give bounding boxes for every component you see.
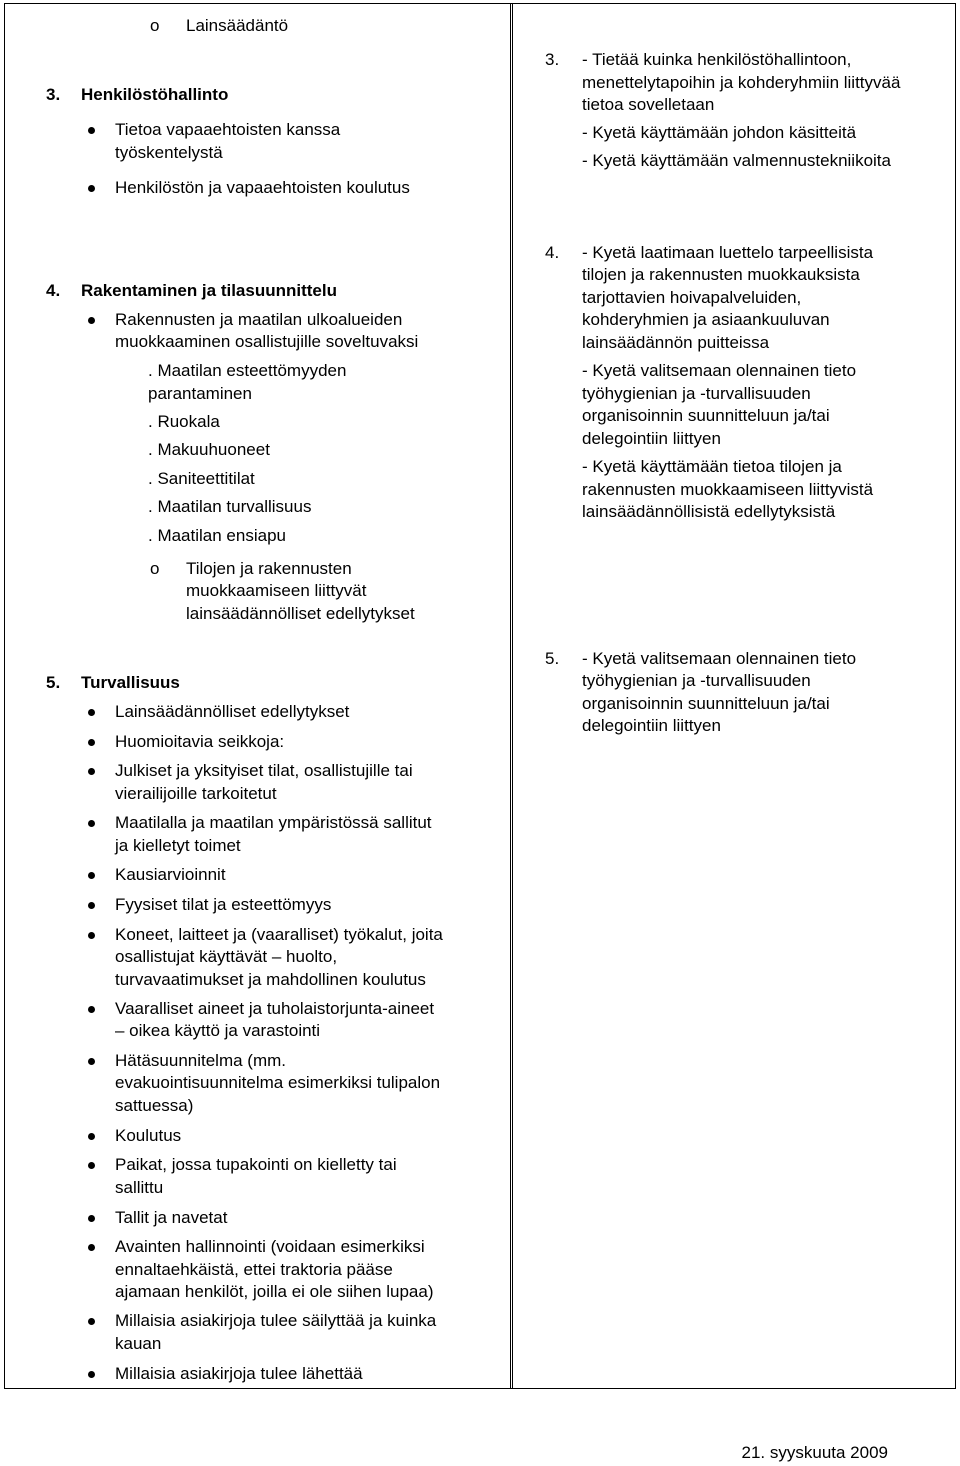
o-marker: o (150, 16, 160, 35)
list-item: Kausiarvioinnit (115, 865, 226, 884)
bullet-icon (88, 820, 95, 827)
list-item: Rakennusten ja maatilan ulkoalueiden (115, 310, 403, 329)
section-number: 4. (545, 243, 560, 262)
text-line: rakennusten muokkaamiseen liittyvistä (582, 480, 874, 499)
footer-date: 21. syyskuuta 2009 (741, 1443, 888, 1462)
bullet-icon (88, 127, 95, 134)
text-line: - Tietää kuinka henkilöstöhallintoon, (582, 50, 852, 69)
list-item: ajamaan henkilöt, joilla ei ole siihen lupaa) (115, 1282, 434, 1301)
text-line: delegointiin liittyen (582, 429, 721, 448)
list-item: Tallit ja navetat (115, 1208, 228, 1227)
list-item: Paikat, jossa tupakointi on kielletty tai (115, 1155, 397, 1174)
section-number: 5. (46, 673, 61, 692)
text-line: - Kyetä valitsemaan olennainen tieto (582, 361, 857, 380)
list-item: vierailijoille tarkoitetut (115, 784, 277, 803)
text-line: delegointiin liittyen (582, 716, 721, 735)
list-item: kauan (115, 1334, 162, 1353)
text-line: organisoinnin suunnitteluun ja/tai (582, 694, 830, 713)
list-item: muokkaamiseen liittyvät (186, 581, 367, 600)
bullet-icon (88, 1318, 95, 1325)
text-line: - Kyetä käyttämään johdon käsitteitä (582, 123, 857, 142)
list-item: Koneet, laitteet ja (vaaralliset) työkalut, joita (115, 925, 443, 944)
list-item: Tilojen ja rakennusten (186, 559, 352, 578)
list-item: Maatilalla ja maatilan ympäristössä sallitut (115, 813, 432, 832)
text-line: lainsäädännön puitteissa (582, 333, 770, 352)
list-item: Henkilöstön ja vapaaehtoisten koulutus (115, 178, 410, 197)
section-heading: Turvallisuus (81, 673, 180, 692)
text-line: menettelytapoihin ja kohderyhmiin liittyvää (582, 73, 901, 92)
section-number: 4. (46, 281, 61, 300)
bullet-icon (88, 768, 95, 775)
list-item: Lainsäädäntö (186, 16, 289, 35)
sub-item: . Maatilan ensiapu (148, 526, 286, 545)
section-number: 3. (545, 50, 560, 69)
text-line: organisoinnin suunnitteluun ja/tai (582, 406, 830, 425)
bullet-icon (88, 1006, 95, 1013)
bullet-icon (88, 1058, 95, 1065)
list-item: Lainsäädännölliset edellytykset (115, 702, 350, 721)
list-item: Huomioitavia seikkoja: (115, 732, 285, 751)
bullet-icon (88, 1215, 95, 1222)
text-line: - Kyetä käyttämään valmennustekniikoita (582, 151, 891, 170)
text-line: tarjottavien hoivapalveluiden, (582, 288, 802, 307)
bullet-icon (88, 932, 95, 939)
bullet-icon (88, 739, 95, 746)
bullet-icon (88, 317, 95, 324)
list-item: Millaisia asiakirjoja tulee säilyttää ja kuinka (115, 1311, 437, 1330)
list-item: työskentelystä (115, 143, 223, 162)
bullet-icon (88, 1371, 95, 1378)
list-item: Hätäsuunnitelma (mm. (115, 1051, 287, 1070)
text-line: työhygienian ja -turvallisuuden (582, 384, 811, 403)
text-line: tietoa sovelletaan (582, 95, 715, 114)
section-number: 3. (46, 85, 61, 104)
column-divider-inner (512, 4, 513, 1388)
list-item: ja kielletyt toimet (115, 836, 241, 855)
text-line: - Kyetä laatimaan luettelo tarpeellisista (582, 243, 874, 262)
sub-item: . Ruokala (148, 412, 220, 431)
bullet-icon (88, 1244, 95, 1251)
text-line: lainsäädännöllisistä edellytyksistä (582, 502, 836, 521)
sub-item: . Maatilan esteettömyyden (148, 361, 347, 380)
sub-item: . Maatilan turvallisuus (148, 497, 312, 516)
list-item: lainsäädännölliset edellytykset (186, 604, 415, 623)
list-item: sattuessa) (115, 1096, 194, 1115)
o-marker: o (150, 559, 160, 578)
text-line: - Kyetä käyttämään tietoa tilojen ja (582, 457, 842, 476)
list-item: turvavaatimukset ja mahdollinen koulutus (115, 970, 426, 989)
section-heading: Rakentaminen ja tilasuunnittelu (81, 281, 337, 300)
bullet-icon (88, 872, 95, 879)
list-item: osallistujat käyttävät – huolto, (115, 947, 338, 966)
list-item: – oikea käyttö ja varastointi (115, 1021, 321, 1040)
section-heading: Henkilöstöhallinto (81, 85, 229, 104)
list-item: Vaaralliset aineet ja tuholaistorjunta-aineet (115, 999, 435, 1018)
list-item: sallittu (115, 1178, 164, 1197)
section-number: 5. (545, 649, 560, 668)
text-line: - Kyetä valitsemaan olennainen tieto (582, 649, 857, 668)
list-item: muokkaaminen osallistujille soveltuvaksi (115, 332, 419, 351)
bullet-icon (88, 185, 95, 192)
list-item: Avainten hallinnointi (voidaan esimerkiksi (115, 1237, 425, 1256)
text-line: tilojen ja rakennusten muokkauksista (582, 265, 860, 284)
list-item: Millaisia asiakirjoja tulee lähettää (115, 1364, 363, 1383)
sub-item: . Makuuhuoneet (148, 440, 270, 459)
sub-item: . Saniteettitilat (148, 469, 255, 488)
column-divider (510, 4, 511, 1388)
list-item: Fyysiset tilat ja esteettömyys (115, 895, 332, 914)
text-line: kohderyhmien ja asiaankuuluvan (582, 310, 830, 329)
text-line: työhygienian ja -turvallisuuden (582, 671, 811, 690)
list-item: evakuointisuunnitelma esimerkiksi tulipalon (115, 1073, 441, 1092)
sub-item: parantaminen (148, 384, 252, 403)
bullet-icon (88, 902, 95, 909)
bullet-icon (88, 1133, 95, 1140)
list-item: Tietoa vapaaehtoisten kanssa (115, 120, 341, 139)
list-item: Koulutus (115, 1126, 182, 1145)
list-item: ennaltaehkäistä, ettei traktoria pääse (115, 1260, 393, 1279)
bullet-icon (88, 709, 95, 716)
bullet-icon (88, 1162, 95, 1169)
list-item: Julkiset ja yksityiset tilat, osallistujille tai (115, 761, 413, 780)
